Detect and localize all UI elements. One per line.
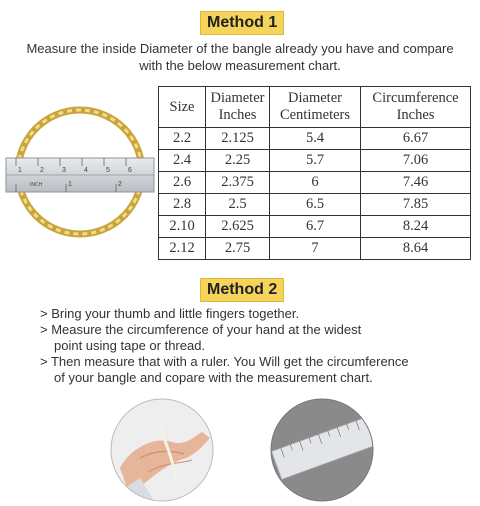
table-header-row <box>159 87 471 128</box>
header-size: Size <box>159 87 206 128</box>
table-cell: 6 <box>270 172 361 194</box>
ruler-number: 1 <box>18 167 22 174</box>
table-cell: 2.10 <box>159 216 206 238</box>
table-cell: 7.06 <box>361 150 471 172</box>
header-diameter-inches: Diameter Inches <box>206 87 270 128</box>
table-cell: 2.25 <box>206 150 270 172</box>
table-row <box>159 238 471 260</box>
table-cell: 7.46 <box>361 172 471 194</box>
step-2-continued: point using tape or thread. <box>54 338 206 353</box>
table-cell: 2.5 <box>206 194 270 216</box>
table-row <box>159 216 471 238</box>
table-cell: 7 <box>270 238 361 260</box>
table-cell: 2.75 <box>206 238 270 260</box>
table-cell: 8.24 <box>361 216 471 238</box>
bangle-ruler-illustration <box>4 98 156 246</box>
table-cell: 2.625 <box>206 216 270 238</box>
table-cell: 2.8 <box>159 194 206 216</box>
intro-line-1: Measure the inside Diameter of the bangle already you have and compare <box>26 41 454 56</box>
step-1: > Bring your thumb and little fingers together. <box>40 306 300 321</box>
header-circumference: Circumference Inches <box>361 87 471 128</box>
table-cell: 5.4 <box>270 128 361 150</box>
method-2-badge: Method 2 <box>200 278 284 302</box>
table-cell: 5.7 <box>270 150 361 172</box>
table-cell: 8.64 <box>361 238 471 260</box>
table-row <box>159 150 471 172</box>
table-cell: 6.5 <box>270 194 361 216</box>
table-cell: 6.7 <box>270 216 361 238</box>
ruler-number: 4 <box>84 167 88 174</box>
hand-measurement-photo <box>110 398 214 502</box>
ruler-number: 2 <box>40 167 44 174</box>
method-1-badge: Method 1 <box>200 11 284 35</box>
ruler-number: 2 <box>118 181 122 188</box>
table-row <box>159 194 471 216</box>
table-cell: 6.67 <box>361 128 471 150</box>
table-cell: 2.12 <box>159 238 206 260</box>
table-cell: 2.125 <box>206 128 270 150</box>
intro-text <box>0 40 480 74</box>
step-3-continued: of your bangle and copare with the measurement chart. <box>54 370 373 385</box>
ruler-number: 6 <box>128 167 132 174</box>
instruction-steps <box>40 306 470 386</box>
ruler-icon <box>6 158 154 192</box>
step-2: > Measure the circumference of your hand at the widest <box>40 322 362 337</box>
ruler-photo <box>270 398 374 502</box>
size-chart-table <box>158 86 471 260</box>
ruler-number: 5 <box>106 167 110 174</box>
table-row <box>159 128 471 150</box>
table-cell: 2.6 <box>159 172 206 194</box>
header-diameter-cm: Diameter Centimeters <box>270 87 361 128</box>
table-cell: 7.85 <box>361 194 471 216</box>
table-cell: 2.4 <box>159 150 206 172</box>
table-cell: 2.2 <box>159 128 206 150</box>
ruler-number: 3 <box>62 167 66 174</box>
table-row <box>159 172 471 194</box>
ruler-number: 1 <box>68 181 72 188</box>
step-3: > Then measure that with a ruler. You Will get the circumference <box>40 354 409 369</box>
ruler-unit: INCH <box>30 182 43 188</box>
intro-line-2: with the below measurement chart. <box>139 58 341 73</box>
table-cell: 2.375 <box>206 172 270 194</box>
